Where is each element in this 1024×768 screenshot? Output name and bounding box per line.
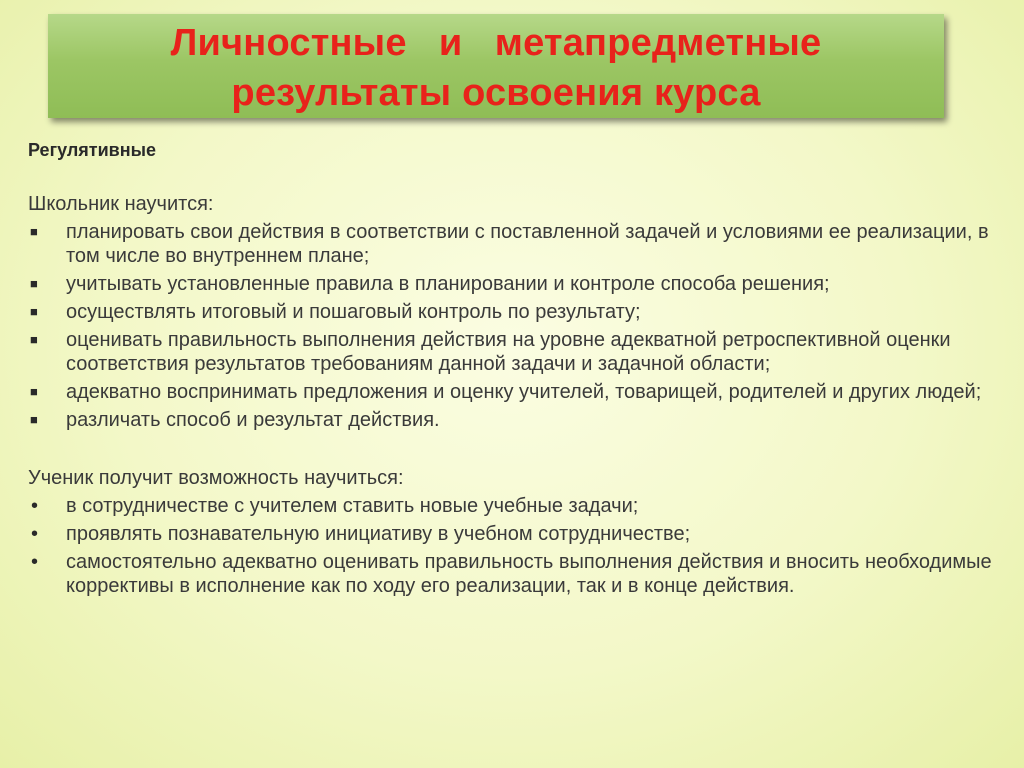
list-item <box>28 522 1003 546</box>
title-line-2: результаты освоения курса <box>231 72 761 114</box>
learn-list <box>28 220 1003 432</box>
list-item-text: планировать свои действия в соответствии с поставленной задачей и условиями ее реализации, в том числе во внутреннем плане; <box>66 221 989 267</box>
list-item <box>28 550 1003 598</box>
title-line-1: Личностные и метапредметные <box>170 22 822 64</box>
list-item-text: различать способ и результат действия. <box>66 409 440 431</box>
list-item-text: оценивать правильность выполнения действия на уровне адекватной ретроспективной оценки соответствия результатов требованиям данной задачи и задачной области; <box>66 329 951 375</box>
slide-content <box>28 138 1003 602</box>
list-item-text: самостоятельно адекватно оценивать правильность выполнения действия и вносить необходимые коррективы в исполнение как по ходу его реализации, так и в конце действия. <box>66 551 992 597</box>
square-bullet-icon: ■ <box>30 276 38 291</box>
list-item-text: проявлять познавательную инициативу в учебном сотрудничестве; <box>66 523 691 545</box>
dot-bullet-icon: • <box>31 551 39 573</box>
list-item-text: адекватно воспринимать предложения и оценку учителей, товарищей, родителей и других людей; <box>66 381 982 403</box>
list-item <box>28 300 1003 324</box>
spacer <box>28 436 1003 466</box>
square-bullet-icon: ■ <box>30 332 38 347</box>
square-bullet-icon: ■ <box>30 304 38 319</box>
dot-bullet-icon: • <box>31 523 39 545</box>
square-bullet-icon: ■ <box>30 412 38 427</box>
list-item <box>28 272 1003 296</box>
list-item <box>28 380 1003 404</box>
dot-bullet-icon: • <box>31 495 39 517</box>
list-item-text: осуществлять итоговый и пошаговый контроль по результату; <box>66 301 641 323</box>
list-item <box>28 328 1003 376</box>
title-banner <box>48 14 944 118</box>
list-item <box>28 408 1003 432</box>
learn-intro: Школьник научится: <box>28 193 214 215</box>
list-item <box>28 494 1003 518</box>
list-item-text: учитывать установленные правила в планировании и контроле способа решения; <box>66 273 830 295</box>
opportunity-intro: Ученик получит возможность научиться: <box>28 467 404 489</box>
opportunity-list <box>28 494 1003 598</box>
section-heading: Регулятивные <box>28 140 156 160</box>
square-bullet-icon: ■ <box>30 384 38 399</box>
list-item <box>28 220 1003 268</box>
square-bullet-icon: ■ <box>30 224 38 239</box>
list-item-text: в сотрудничестве с учителем ставить новые учебные задачи; <box>66 495 639 517</box>
